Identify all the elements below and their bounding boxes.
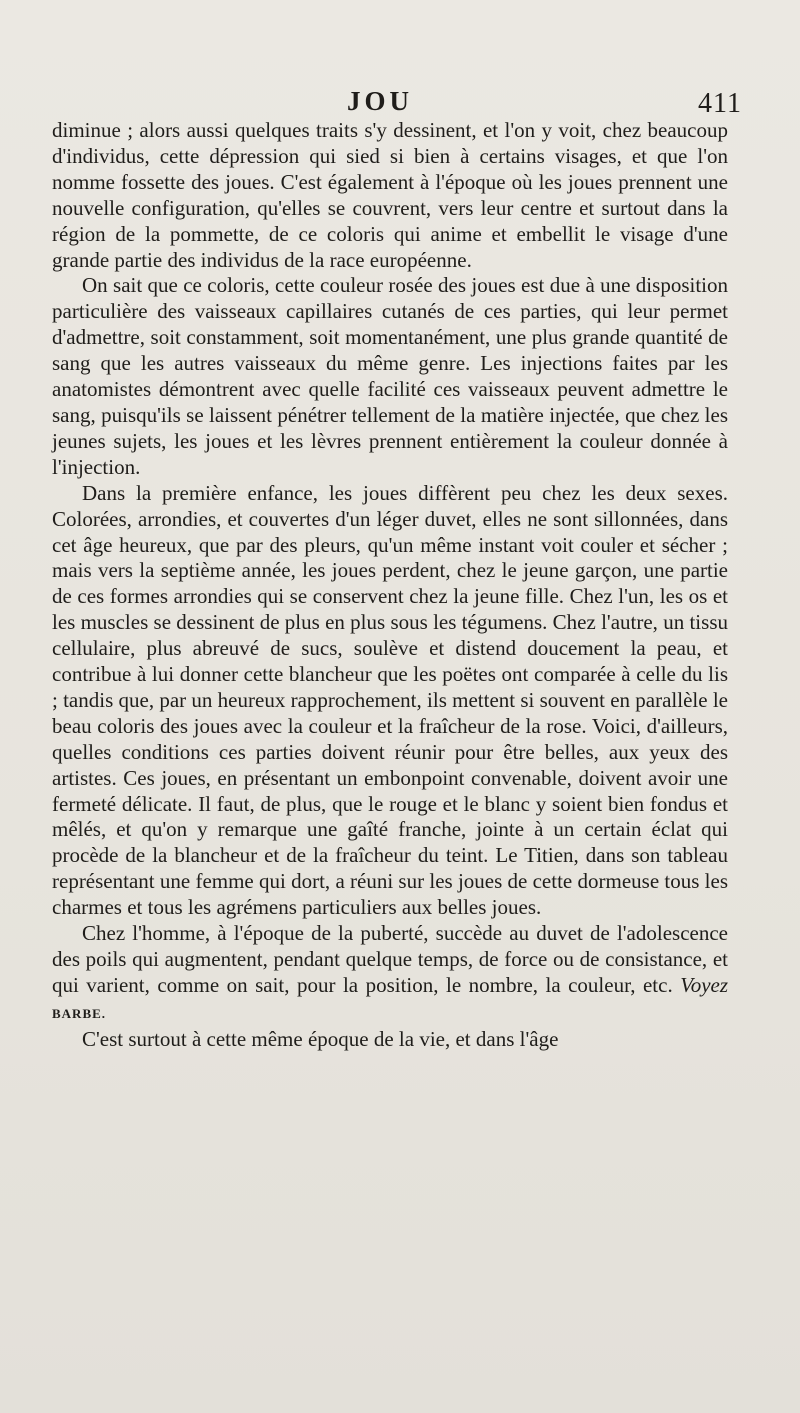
paragraph-4 [52,921,728,1027]
paragraph-3: Dans la première enfance, les joues diffèrent peu chez les deux sexes. Colorées, arrondies, et couvertes d'un léger duvet, elles ne sont sillonnées, dans cet âge heureux, que par des pleurs, qu'un même instant voit couler et sécher ; mais vers la septième année, les joues perdent, chez le jeune garçon, une partie de ces formes arrondies qui se conservent chez la jeune fille. Chez l'un, les os et les muscles se dessinent de plus en plus sous les tégumens. Chez l'autre, un tissu cellulaire, plus abreuvé de sucs, soulève et distend doucement la peau, et contribue à lui donner cette blancheur que les poëtes ont comparée à celle du lis ; tandis que, par un heureux rapprochement, ils mettent si souvent en parallèle le beau coloris des joues avec la couleur et la fraîcheur de la rose. Voici, d'ailleurs, quelles conditions ces parties doivent réunir pour être belles, aux yeux des artistes. Ces joues, en présentant un embonpoint convenable, doivent avoir une fermeté délicate. Il faut, de plus, que le rouge et le blanc y soient bien fondus et mêlés, et qu'on y remarque une gaîté franche, jointe à un certain éclat qui procède de la blancheur et de la fraîcheur du teint. Le Titien, dans son tableau représentant une femme qui dort, a réuni sur les joues de cette dormeuse tous les charmes et tous les agrémens particuliers aux belles joues. [52,480,728,920]
paragraph-1: diminue ; alors aussi quelques traits s'y dessinent, et l'on y voit, chez beaucoup d'individus, cette dépression qui sied si bien à certains visages, et que l'on nomme fossette des joues. C'est également à l'époque où les joues prennent une nouvelle configuration, qu'elles se couvrent, vers leur centre et surtout dans la région de la pommette, de ce coloris qui anime et embellit le visage d'une grande partie des individus de la race européenne. [52,118,728,272]
running-head: JOU [347,86,413,116]
page-header [0,86,800,122]
body-text [52,118,728,1053]
paragraph-5: C'est surtout à cette même époque de la vie, et dans l'âge [82,1026,559,1051]
see-also-label: Voyez [680,972,729,997]
see-also-link[interactable]: BARBE. [52,1005,107,1021]
paragraph-4-text: Chez l'homme, à l'époque de la puberté, succède au duvet de l'adolescence des poils qui augmentent, pendant quelque temps, de force ou de consistance, et qui varient, comme on sait, pour la position, le nombre, la couleur, etc. [52,921,728,997]
paragraph-2: On sait que ce coloris, cette couleur rosée des joues est due à une disposition particulière des vaisseaux capillaires cutanés de ces parties, qui leur permet d'admettre, soit constamment, soit momentanément, une plus grande quantité de sang que les autres vaisseaux du même genre. Les injections faites par les anatomistes démontrent avec quelle facilité ces vaisseaux peuvent admettre le sang, puisqu'ils se laissent pénétrer tellement de la matière injectée, que chez les jeunes sujets, les joues et les lèvres prennent entièrement la couleur donnée à l'injection. [52,273,728,479]
page-number: 411 [698,88,742,119]
